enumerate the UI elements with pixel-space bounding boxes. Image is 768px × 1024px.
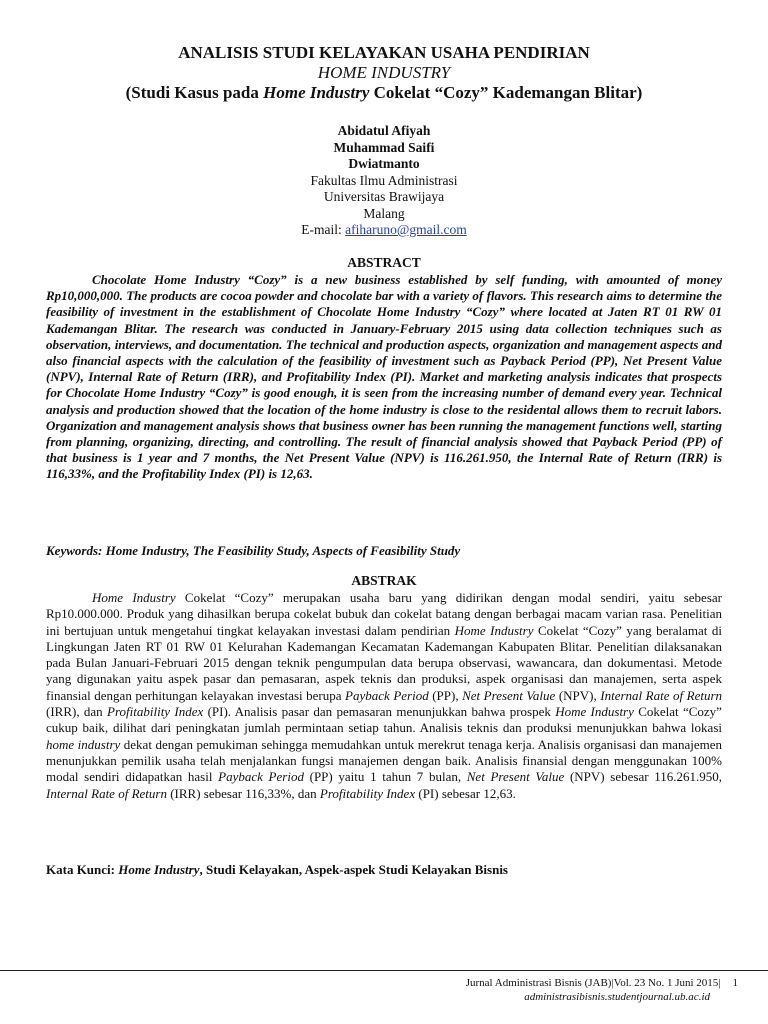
email-label: E-mail: (301, 222, 346, 237)
abstrak-heading: ABSTRAK (351, 573, 417, 588)
author-name: Abidatul Afiyah (337, 123, 431, 138)
page-footer (466, 976, 738, 1004)
abstract-text: Chocolate Home Industry “Cozy” is a new business established by self funding, with amounted of money Rp10,000,000. The products are cocoa powder and chocolate bar with a variety of flavors. This research aims to determine the feasibility of investment in the establishment of Chocolate Home Industry “Cozy” where located at Jaten RT 01 RW 01 Kademangan Blitar. The research was conducted in January-February 2015 using data collection techniques such as observation, interviews, and documentation. The technical and production aspects, organization and management aspects and also financial aspects with the calculation of the feasibility of investment such as Payback Period (PP), Net Present Value (NPV), Internal Rate of Return (IRR), and Profitability Index (PI). Market and marketing analysis indicates that prospects for Chocolate Home Industry “Cozy” is good enough, it is seen from the increasing number of demand every year. Technical analysis and production showed that the location of the home industry is close to the residental allows them to recruit labors. Organization and management analysis shows that business owner has been running the management functions well, starting from planning, organizing, directing, and controlling. The result of financial analysis showed that Payback Period (PP) of that business is 1 year and 7 months, the Net Present Value (NPV) is 116.261.950, the Internal Rate of Return (IRR) is 116,33%, and the Profitability Index (PI) is 12,63. (46, 272, 722, 482)
abstrak-text: Home Industry Cokelat “Cozy” merupakan usaha baru yang didirikan dengan modal sendiri, yaitu sebesar Rp10.000.000. Produk yang dihasilkan berupa cokelat bubuk dan cokelat batang dengan berbagai macam varian rasa. Penelitian ini bertujuan untuk mengetahui tingkat kelayakan investasi dalam pendirian Home Industry Cokelat “Cozy” yang beralamat di Lingkungan Jaten RT 01 RW 01 Kelurahan Kademangan Kecamatan Kademangan Kabupaten Blitar. Penelitian dilaksanakan pada Bulan Januari-Februari 2015 dengan teknik pengumpulan data berupa observasi, wawancara, dan dokumentasi. Metode yang digunakan yaitu aspek pasar dan pemasaran, aspek teknis dan produksi, aspek organisasi dan manajemen, serta aspek finansial dengan perhitungan kelayakan investasi berupa Payback Period (PP), Net Present Value (NPV), Internal Rate of Return (IRR), dan Profitability Index (PI). Analisis pasar dan pemasaran menunjukkan bahwa prospek Home Industry Cokelat “Cozy” cukup baik, dilihat dari peningkatan jumlah permintaan setiap tahun. Analisis teknis dan produksi menunjukkan bahwa lokasi home industry dekat dengan pemukiman sehingga memudahkan untuk merekrut tenaga kerja. Analisis organisasi dan manajemen menunjukkan pemilik usaha telah menjalankan fungsi manajemen dengan baik. Analisis finansial dengan menggunakan 100% modal sendiri didapatkan hasil Payback Period (PP) yaitu 1 tahun 7 bulan, Net Present Value (NPV) sebesar 116.261.950, Internal Rate of Return (IRR) sebesar 116,33%, dan Profitability Index (PI) sebesar 12,63. (46, 590, 723, 801)
email-line (0, 222, 768, 239)
email-link[interactable]: afiharuno@gmail.com (345, 222, 467, 237)
journal-website: administrasibisnis.studentjournal.ub.ac.id (524, 991, 710, 1003)
title-line-1: ANALISIS STUDI KELAYAKAN USAHA PENDIRIAN (178, 43, 590, 62)
page-number: 1 (732, 977, 738, 989)
footer-journal-line (466, 976, 738, 990)
author-block (0, 123, 768, 239)
author-name: Dwiatmanto (348, 156, 420, 171)
title-line-3-emphasis: Home Industry (263, 83, 370, 102)
abstract-heading: ABSTRACT (347, 255, 421, 270)
faculty: Fakultas Ilmu Administrasi (310, 172, 458, 188)
footer-divider (0, 970, 768, 971)
title-line-2: HOME INDUSTRY (317, 63, 451, 82)
title-line-3-prefix: (Studi Kasus pada (125, 83, 264, 102)
author-name: Muhammad Saifi (333, 139, 435, 155)
paper-title (0, 43, 768, 103)
title-line-3 (0, 83, 768, 103)
keywords-en: Keywords: Home Industry, The Feasibility Study, Aspects of Feasibility Study (46, 543, 461, 558)
city: Malang (363, 205, 405, 221)
title-line-3-suffix: Cokelat “Cozy” Kademangan Blitar) (369, 83, 643, 102)
journal-info: Jurnal Administrasi Bisnis (JAB)|Vol. 23 No. 1 Juni 2015| (465, 977, 721, 989)
university: Universitas Brawijaya (323, 189, 445, 204)
keywords-id: Kata Kunci: Home Industry, Studi Kelayakan, Aspek-aspek Studi Kelayakan Bisnis (46, 862, 508, 877)
